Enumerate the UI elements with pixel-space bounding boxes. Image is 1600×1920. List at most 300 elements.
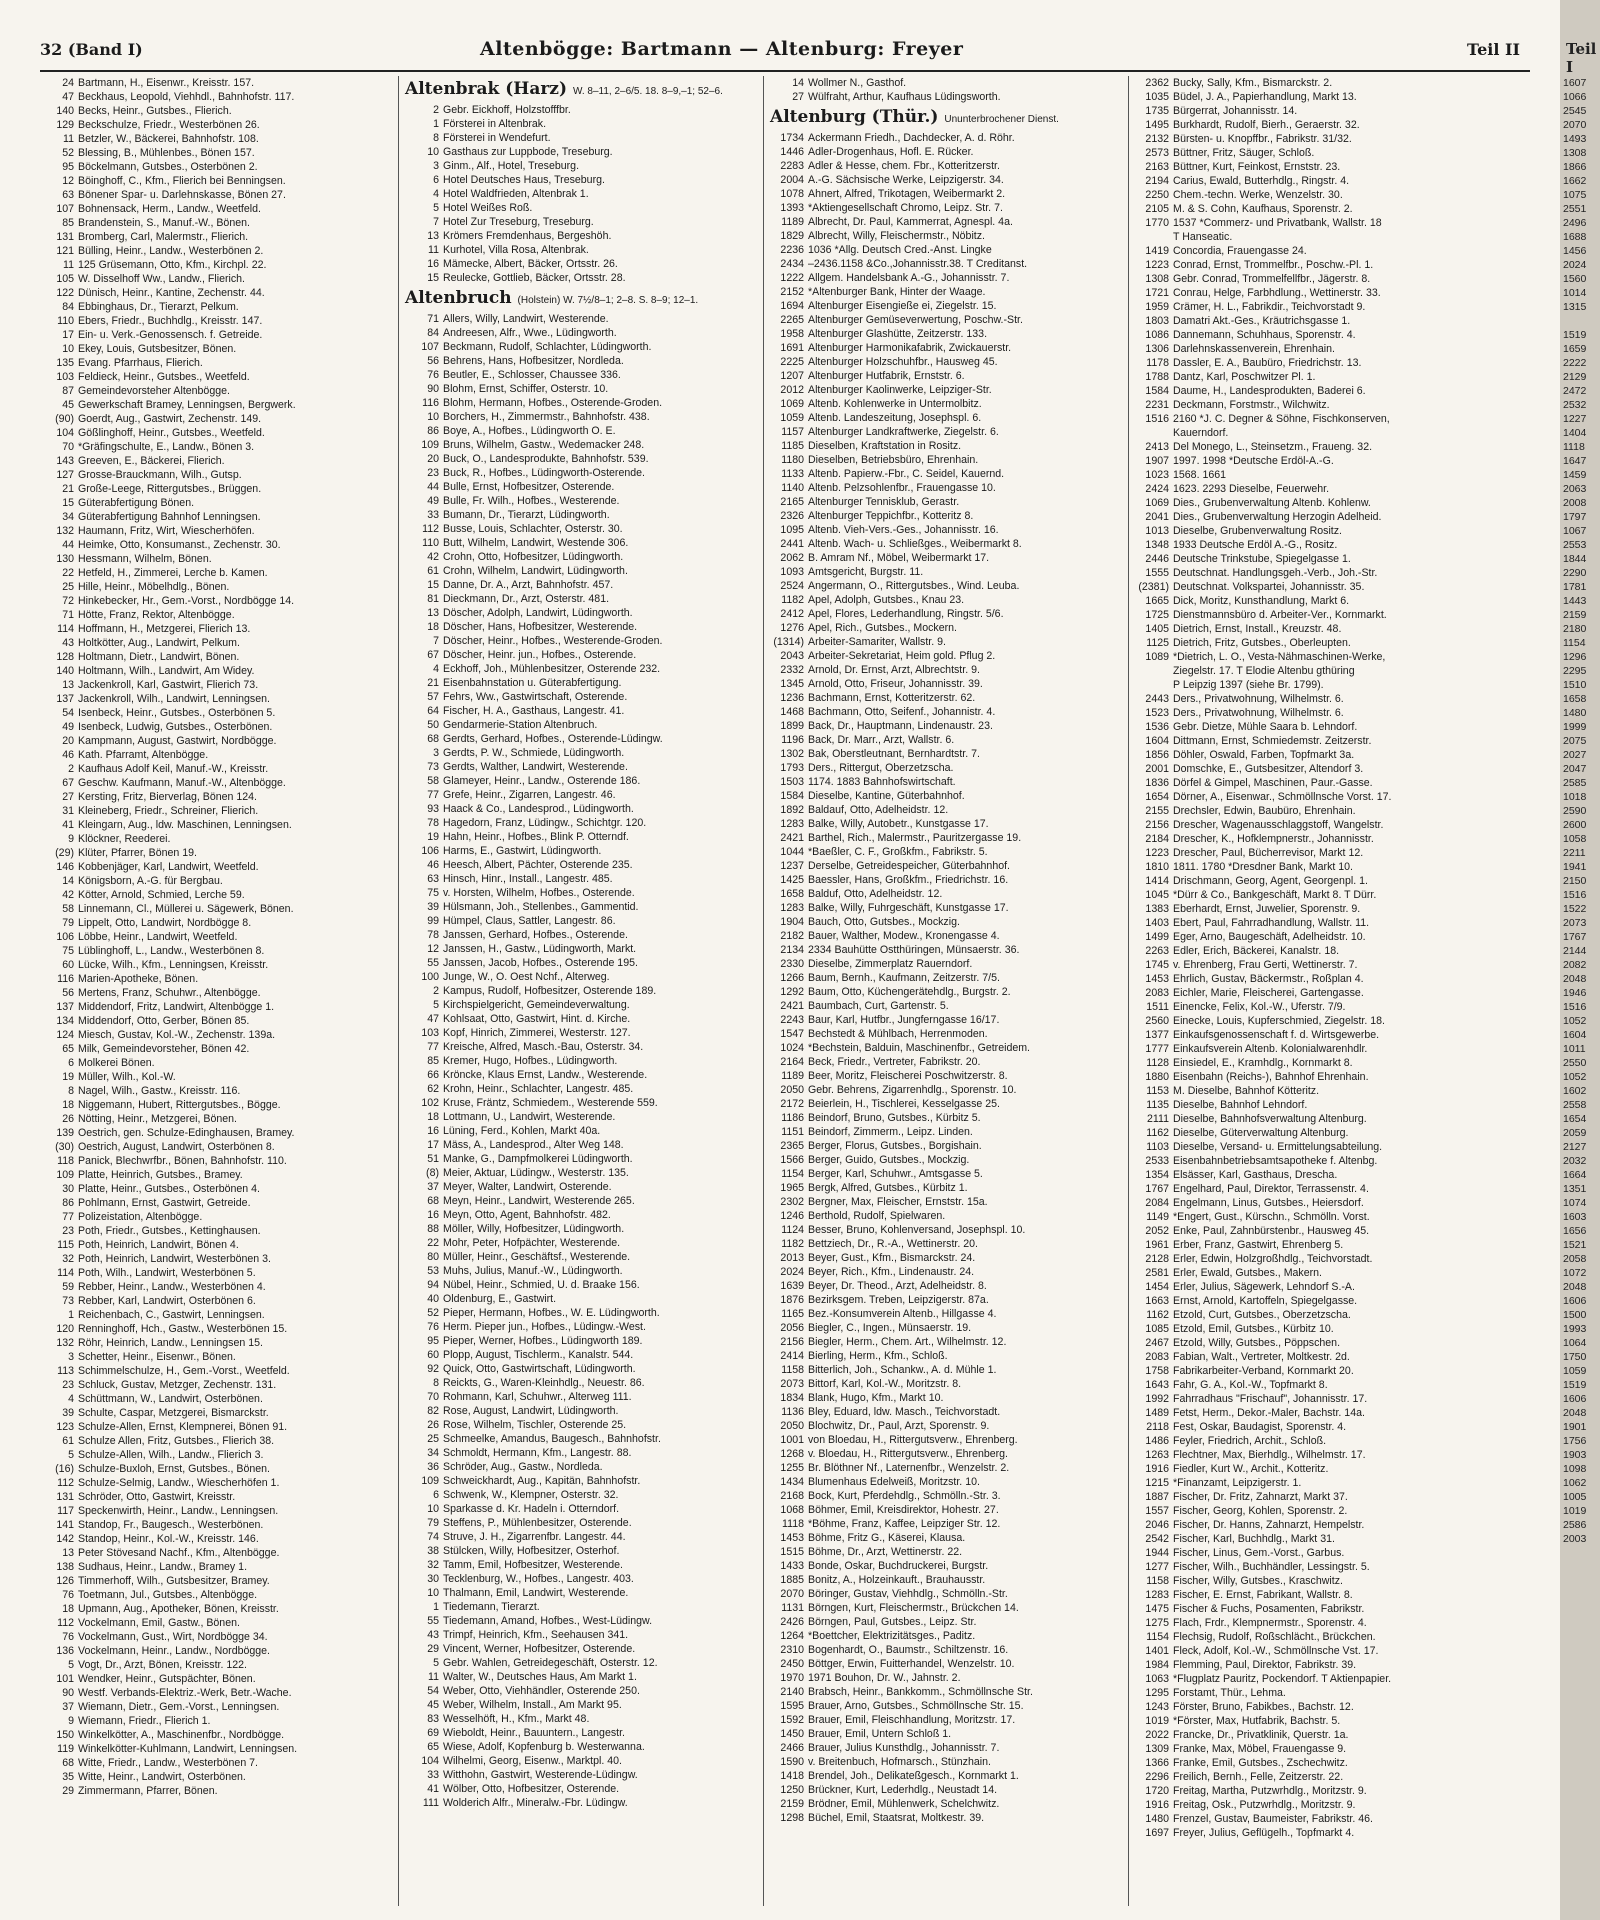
directory-entry — [770, 579, 1110, 593]
directory-entry — [770, 369, 1110, 383]
directory-entry — [40, 230, 380, 244]
entry-text: Böhme, Fritz G., Käserei, Klausa. — [808, 1532, 966, 1544]
phone-number: 1992 — [1145, 1393, 1169, 1405]
entry-text: Dietrich, Ernst, Install., Kreuzstr. 48. — [1173, 623, 1342, 635]
entry-text: v. Bloedau, H., Rittergutsverw., Ehrenberg. — [808, 1448, 1009, 1460]
entry-text: Ahnert, Alfred, Trikotagen, Weibermarkt 2. — [808, 188, 1006, 200]
entry-text: Niggemann, Hubert, Rittergutsbes., Bögge. — [78, 1099, 281, 1111]
entry-text: Beindorf, Bruno, Gutsbes., Kürbitz 5. — [808, 1112, 981, 1124]
directory-entry — [1135, 1224, 1475, 1238]
entry-text: Balke, Willy, Fuhrgeschäft, Kunstgasse 17. — [808, 902, 1009, 914]
entry-text: Deckmann, Forstmstr., Wilchwitz. — [1173, 399, 1330, 411]
entry-text: Stülcken, Willy, Hofbesitzer, Osterhof. — [443, 1545, 620, 1557]
phone-number: 137 — [56, 1001, 74, 1013]
entry-text: 1811. 1780 *Dresdner Bank, Markt 10. — [1173, 861, 1354, 873]
adjacent-phone-number: 1227 — [1563, 413, 1587, 425]
phone-number: 22 — [427, 1237, 439, 1249]
phone-number: 1151 — [781, 1126, 804, 1138]
directory-entry — [405, 1292, 745, 1306]
entry-text: Edler, Erich, Bäckerei, Kanalstr. 18. — [1173, 945, 1340, 957]
phone-number: 1268 — [780, 1448, 804, 1460]
directory-entry — [40, 860, 380, 874]
entry-text: 1537 *Commerz- und Privatbank, Wallstr. 18 — [1173, 217, 1382, 229]
directory-entry — [770, 887, 1110, 901]
phone-number: 11 — [63, 133, 74, 145]
entry-text: Eger, Arno, Baugeschäft, Adelheidstr. 10. — [1173, 931, 1366, 943]
phone-number: 104 — [421, 1755, 439, 1767]
directory-entry — [770, 1055, 1110, 1069]
phone-number: 75 — [427, 887, 439, 899]
directory-entry — [40, 1210, 380, 1224]
directory-entry — [770, 1167, 1110, 1181]
directory-entry — [770, 76, 1110, 90]
phone-number: 2012 — [780, 384, 804, 396]
entry-text: Drescher, Paul, Bücherrevisor, Markt 12. — [1173, 847, 1364, 859]
directory-entry — [405, 970, 745, 984]
entry-text: Wiemann, Dietr., Gem.-Vorst., Lenningsen. — [78, 1701, 280, 1713]
entry-text: *Böhme, Franz, Kaffee, Leipziger Str. 12. — [808, 1518, 1001, 1530]
entry-text: Isenbeck, Ludwig, Gutsbes., Osterbönen. — [78, 721, 273, 733]
phone-number: 1093 — [780, 566, 804, 578]
entry-text: Conrad, Ernst, Trommelfbr., Poschw.-Pl. 1. — [1173, 259, 1374, 271]
adjacent-phone-number: 2082 — [1563, 959, 1587, 971]
directory-entry — [405, 1586, 745, 1600]
entry-text: Arnold, Dr. Ernst, Arzt, Albrechtstr. 9. — [808, 664, 980, 676]
phone-number: 1237 — [780, 860, 804, 872]
phone-number: 2426 — [780, 1616, 804, 1628]
entry-text: Böhme, Dr., Arzt, Wettinerstr. 22. — [808, 1546, 963, 1558]
entry-text: Renninghoff, Hch., Gastw., Westerbönen 15. — [78, 1323, 288, 1335]
directory-entry — [1135, 328, 1475, 342]
phone-number: 1154 — [1146, 1631, 1169, 1643]
phone-number: 1961 — [1145, 1239, 1169, 1251]
phone-number: 25 — [427, 1433, 439, 1445]
phone-number: 45 — [427, 1699, 439, 1711]
phone-number: 1503 — [780, 776, 804, 788]
phone-number: 1131 — [781, 1602, 804, 1614]
directory-entry — [405, 1110, 745, 1124]
adjacent-phone-number: 1560 — [1563, 273, 1587, 285]
directory-entry — [405, 1236, 745, 1250]
phone-number: 64 — [427, 705, 439, 717]
entry-text: Buck, O., Landesprodukte, Bahnhofstr. 539. — [443, 453, 649, 465]
phone-number: 60 — [427, 1349, 439, 1361]
entry-text: Müller, Wilh., Kol.-W. — [78, 1071, 176, 1083]
entry-text: Engelhard, Paul, Direktor, Terrassenstr. 4. — [1173, 1183, 1369, 1195]
phone-number: 14 — [62, 875, 74, 887]
directory-entry — [40, 748, 380, 762]
phone-number: 2467 — [1145, 1337, 1169, 1349]
entry-text: Isenbeck, Heinr., Gutsbes., Osterbönen 5. — [78, 707, 276, 719]
entry-text: Walter, W., Deutsches Haus, Am Markt 1. — [443, 1671, 637, 1683]
adjacent-phone-number: 2545 — [1563, 105, 1587, 117]
phone-number: 6 — [433, 174, 439, 186]
directory-entry — [405, 1740, 745, 1754]
directory-entry — [770, 649, 1110, 663]
entry-text: Baessler, Hans, Großkfm., Friedrichstr. 16. — [808, 874, 1009, 886]
phone-number: 2560 — [1145, 1015, 1169, 1027]
phone-number: 77 — [62, 1211, 74, 1223]
directory-entry — [405, 1404, 745, 1418]
phone-number: 112 — [57, 1477, 74, 1489]
directory-entry — [1135, 160, 1475, 174]
entry-text: Börngen, Paul, Gutsbes., Leipz. Str. — [808, 1616, 977, 1628]
entry-text: Dieselbe, Zimmerplatz Rauerndorf. — [808, 958, 973, 970]
entry-text: Enke, Paul, Zahnbürstenbr., Hausweg 45. — [1173, 1225, 1370, 1237]
phone-number: 1266 — [780, 972, 804, 984]
phone-number: 1189 — [781, 1070, 804, 1082]
entry-text: Böhmer, Emil, Kreisdirektor, Hohestr. 27. — [808, 1504, 999, 1516]
directory-entry — [770, 1307, 1110, 1321]
directory-entry — [1135, 1798, 1475, 1812]
entry-text: Del Monego, L., Steinsetzm., Fraueng. 32. — [1173, 441, 1373, 453]
directory-entry — [1135, 272, 1475, 286]
adjacent-phone-number: 1459 — [1563, 469, 1587, 481]
entry-text: Lüning, Ferd., Kohlen, Markt 40a. — [443, 1125, 601, 1137]
directory-entry — [40, 1084, 380, 1098]
phone-number: 2156 — [1145, 819, 1169, 831]
phone-number: 2263 — [1145, 945, 1169, 957]
directory-entry — [770, 313, 1110, 327]
directory-entry — [1135, 1322, 1475, 1336]
adjacent-phone-number: 1522 — [1563, 903, 1587, 915]
directory-entry — [40, 846, 380, 860]
phone-number: 20 — [427, 453, 439, 465]
phone-number: 1453 — [1145, 973, 1169, 985]
entry-text: Crohn, Otto, Hofbesitzer, Lüdingworth. — [443, 551, 624, 563]
entry-text: Trimpf, Heinrich, Kfm., Seehausen 341. — [443, 1629, 629, 1641]
phone-number: 82 — [427, 1405, 439, 1417]
directory-entry — [770, 327, 1110, 341]
directory-entry — [1135, 664, 1475, 678]
page-header — [40, 38, 1530, 64]
directory-entry — [405, 1124, 745, 1138]
phone-number: 2 — [433, 985, 439, 997]
directory-entry — [40, 454, 380, 468]
entry-text: Albrecht, Willy, Fleischermstr., Nöbitz. — [808, 230, 985, 242]
entry-text: Bromberg, Carl, Malermstr., Flierich. — [78, 231, 249, 243]
running-title: Altenbögge: Bartmann — Altenburg: Freyer — [480, 38, 964, 60]
adjacent-phone-number: 1516 — [1563, 889, 1587, 901]
directory-entry — [770, 201, 1110, 215]
adjacent-phone-number: 1606 — [1563, 1295, 1587, 1307]
phone-number: 87 — [62, 385, 74, 397]
entry-text: Zimmermann, Pfarrer, Bönen. — [78, 1785, 218, 1797]
phone-number: 90 — [62, 1687, 74, 1699]
phone-number: 27 — [792, 91, 804, 103]
directory-entry — [1135, 1714, 1475, 1728]
phone-number: (8) — [426, 1167, 439, 1179]
entry-text: Pohlmann, Ernst, Gastwirt, Getreide. — [78, 1197, 251, 1209]
directory-entry — [405, 1222, 745, 1236]
entry-text: Franke, Max, Möbel, Frauengasse 9. — [1173, 1743, 1347, 1755]
entry-text: Försterei in Altenbrak. — [443, 118, 547, 130]
directory-entry — [40, 1112, 380, 1126]
adjacent-phone-number: 2496 — [1563, 217, 1587, 229]
directory-entry — [1135, 174, 1475, 188]
phone-number: 2533 — [1145, 1155, 1169, 1167]
phone-number: 128 — [56, 651, 74, 663]
directory-entry — [770, 775, 1110, 789]
directory-entry — [1135, 1364, 1475, 1378]
directory-entry — [770, 355, 1110, 369]
directory-entry — [405, 872, 745, 886]
phone-number: 58 — [427, 775, 439, 787]
phone-number: 95 — [427, 1335, 439, 1347]
phone-number: 1243 — [1145, 1701, 1169, 1713]
column-2 — [405, 76, 745, 1810]
directory-entry — [405, 326, 745, 340]
directory-entry — [40, 818, 380, 832]
phone-number: 2172 — [780, 1098, 804, 1110]
phone-number: 1366 — [1145, 1757, 1169, 1769]
directory-entry — [40, 1350, 380, 1364]
adjacent-phone-number: 1062 — [1563, 1477, 1587, 1489]
adjacent-phone-number: 1118 — [1563, 441, 1585, 453]
directory-entry — [405, 914, 745, 928]
phone-number: 135 — [56, 357, 74, 369]
directory-entry — [405, 928, 745, 942]
directory-entry — [770, 1377, 1110, 1391]
entry-text: Bogenhardt, O., Baumstr., Schiltzenstr. 16. — [808, 1644, 1009, 1656]
entry-text: Janssen, H., Gastw., Lüdingworth, Markt. — [443, 943, 637, 955]
directory-entry — [405, 984, 745, 998]
phone-number: 124 — [56, 1029, 74, 1041]
directory-entry — [770, 789, 1110, 803]
directory-entry — [770, 341, 1110, 355]
phone-number: 1887 — [1145, 1491, 1169, 1503]
phone-number: 30 — [62, 1183, 74, 1195]
entry-text: Hahn, Heinr., Hofbes., Blink P. Otterndf. — [443, 831, 629, 843]
directory-entry — [770, 1153, 1110, 1167]
adjacent-phone-number: 1659 — [1563, 343, 1587, 355]
directory-entry — [1135, 1168, 1475, 1182]
directory-entry — [40, 1462, 380, 1476]
directory-entry — [405, 578, 745, 592]
adjacent-phone-number: 1866 — [1563, 161, 1587, 173]
directory-entry — [1135, 510, 1475, 524]
phone-number: 1024 — [780, 1042, 804, 1054]
directory-entry — [40, 1266, 380, 1280]
directory-entry — [770, 1321, 1110, 1335]
entry-text: Vockelmann, Gust., Wirt, Nordbögge 34. — [78, 1631, 268, 1643]
phone-number: 2050 — [780, 1084, 804, 1096]
directory-entry — [405, 257, 745, 271]
phone-number: 1302 — [780, 748, 804, 760]
phone-number: 1770 — [1145, 217, 1169, 229]
entry-text: Gewerkschaft Bramey, Lenningsen, Bergwerk. — [78, 399, 296, 411]
directory-entry — [1135, 300, 1475, 314]
adjacent-phone-number: 1072 — [1563, 1267, 1587, 1279]
phone-number: 2155 — [1145, 805, 1169, 817]
adjacent-phone-number: 2047 — [1563, 763, 1587, 775]
directory-entry — [770, 173, 1110, 187]
phone-number: 23 — [62, 1225, 74, 1237]
phone-number: 92 — [427, 1363, 439, 1375]
phone-number: 22 — [62, 567, 74, 579]
directory-entry — [405, 1768, 745, 1782]
directory-entry — [1135, 1672, 1475, 1686]
phone-number: 117 — [57, 1505, 74, 1517]
phone-number: 2164 — [780, 1056, 804, 1068]
phone-number: 18 — [427, 621, 439, 633]
phone-number: 75 — [62, 945, 74, 957]
directory-entry — [770, 509, 1110, 523]
phone-number: 3 — [68, 1351, 74, 1363]
directory-entry — [405, 452, 745, 466]
phone-number: 1721 — [1145, 287, 1169, 299]
entry-text: Gendarmerie-Station Altenbruch. — [443, 719, 598, 731]
phone-number: 109 — [421, 439, 439, 451]
directory-entry — [770, 593, 1110, 607]
entry-text: Albrecht, Dr. Paul, Kammerrat, Agnespl. 4a. — [808, 216, 1013, 228]
directory-entry — [770, 467, 1110, 481]
phone-number: 93 — [427, 803, 439, 815]
phone-number: 25 — [62, 581, 74, 593]
directory-entry — [1135, 104, 1475, 118]
phone-number: 41 — [62, 819, 74, 831]
entry-text: Schetter, Heinr., Eisenwr., Bönen. — [78, 1351, 236, 1363]
entry-text: Beindorf, Zimmerm., Leipz. Linden. — [808, 1126, 973, 1138]
entry-text: Herm. Pieper jun., Hofbes., Lüdingw.-West. — [443, 1321, 646, 1333]
column-divider — [1128, 76, 1129, 1906]
directory-entry — [405, 788, 745, 802]
entry-text: Reichenbach, C., Gastwirt, Lenningsen. — [78, 1309, 265, 1321]
entry-text: Dörfel & Gimpel, Maschinen, Paur.-Gasse. — [1173, 777, 1373, 789]
adjacent-phone-number: 1075 — [1563, 189, 1587, 201]
adjacent-phone-number: 1521 — [1563, 1239, 1587, 1251]
directory-entry — [770, 537, 1110, 551]
phone-number: 1697 — [1145, 1827, 1169, 1839]
entry-text: Upmann, Aug., Apotheker, Bönen, Kreisstr. — [78, 1603, 279, 1615]
phone-number: 1275 — [1145, 1617, 1169, 1629]
phone-number: 141 — [56, 1519, 74, 1531]
directory-entry — [405, 830, 745, 844]
directory-entry — [40, 1056, 380, 1070]
entry-text: Vockelmann, Heinr., Landw., Nordbögge. — [78, 1645, 270, 1657]
phone-number: 1207 — [780, 370, 804, 382]
directory-entry — [1135, 874, 1475, 888]
entry-text: Altenb. Pelzsohlenfbr., Frauengasse 10. — [808, 482, 996, 494]
directory-entry — [405, 1796, 745, 1810]
phone-number: 1215 — [1145, 1477, 1169, 1489]
phone-number: 2046 — [1145, 1519, 1169, 1531]
entry-text: Feyler, Friedrich, Archit., Schloß. — [1173, 1435, 1327, 1447]
entry-text: Beyer, Rich., Kfm., Lindenaustr. 24. — [808, 1266, 975, 1278]
entry-text: Hötte, Franz, Rektor, Altenbögge. — [78, 609, 235, 621]
entry-text: Königsborn, A.-G. für Bergbau. — [78, 875, 223, 887]
entry-text: Crämer, H. L., Fabrikdir., Teichvorstadt 9. — [1173, 301, 1366, 313]
entry-text: Drescher, Wagenausschlaggstoff, Wangelstr. — [1173, 819, 1384, 831]
adjacent-phone-number: 2290 — [1563, 567, 1587, 579]
phone-number: 1595 — [780, 1700, 804, 1712]
phone-number: 56 — [62, 987, 74, 999]
phone-number: 53 — [427, 1265, 439, 1277]
directory-entry — [405, 159, 745, 173]
directory-entry — [40, 972, 380, 986]
directory-entry — [40, 692, 380, 706]
entry-text: Etzold, Willy, Gutsbes., Pöppschen. — [1173, 1337, 1341, 1349]
phone-number: 3 — [433, 747, 439, 759]
adjacent-phone-number: 1443 — [1563, 595, 1587, 607]
directory-entry — [1135, 1476, 1475, 1490]
entry-text: Weber, Otto, Viehhändler, Osterende 250. — [443, 1685, 640, 1697]
entry-text: Kleineberg, Friedr., Schreiner, Flierich. — [78, 805, 259, 817]
phone-number: 3 — [433, 160, 439, 172]
phone-number: 2365 — [780, 1140, 804, 1152]
phone-number: 1 — [433, 1601, 439, 1613]
phone-number: 1069 — [780, 398, 804, 410]
entry-text: Bönener Spar- u. Darlehnskasse, Bönen 27. — [78, 189, 286, 201]
phone-number: 2 — [68, 763, 74, 775]
directory-entry — [770, 1727, 1110, 1741]
phone-number: 1236 — [780, 692, 804, 704]
directory-entry — [40, 1252, 380, 1266]
phone-number: 2283 — [780, 160, 804, 172]
directory-entry — [405, 1572, 745, 1586]
entry-text: Dantz, Karl, Poschwitzer Pl. 1. — [1173, 371, 1316, 383]
entry-text: Engelmann, Linus, Gutsbes., Heiersdorf. — [1173, 1197, 1364, 1209]
directory-entry — [40, 608, 380, 622]
directory-entry — [40, 1490, 380, 1504]
directory-entry — [405, 900, 745, 914]
entry-text: Altenburger Glashütte, Zeitzerstr. 133. — [808, 328, 988, 340]
phone-number: 42 — [62, 889, 74, 901]
directory-entry — [40, 370, 380, 384]
phone-number: 32 — [427, 1559, 439, 1571]
entry-text: Hotel Zur Treseburg, Treseburg. — [443, 216, 594, 228]
phone-number: 1078 — [780, 188, 804, 200]
directory-entry — [405, 564, 745, 578]
directory-entry — [770, 1391, 1110, 1405]
directory-entry — [1135, 1336, 1475, 1350]
entry-text: Vockelmann, Emil, Gastw., Bönen. — [78, 1617, 240, 1629]
entry-text: Schmeelke, Amandus, Baugesch., Bahnhofstr. — [443, 1433, 661, 1445]
entry-text: Bittorf, Karl, Kol.-W., Moritzstr. 8. — [808, 1378, 962, 1390]
directory-entry — [40, 720, 380, 734]
phone-number: 2231 — [1145, 399, 1169, 411]
entry-text: Blank, Hugo, Kfm., Markt 10. — [808, 1392, 944, 1404]
directory-entry — [1135, 790, 1475, 804]
entry-text: Francke, Dr., Privatklinik, Querstr. 1a. — [1173, 1729, 1349, 1741]
entry-text: Bechstedt & Mühlbach, Herrenmoden. — [808, 1028, 988, 1040]
phone-number: 1916 — [1145, 1463, 1169, 1475]
phone-number: 1885 — [780, 1574, 804, 1586]
phone-number: 11 — [63, 259, 74, 271]
office-hours: (Holstein) W. 7½/8–1; 2–8. S. 8–9; 12–1. — [517, 295, 699, 306]
entry-text: Goerdt, Aug., Gastwirt, Zechenstr. 149. — [78, 413, 262, 425]
phone-number: 2134 — [780, 944, 804, 956]
phone-number: 2 — [433, 104, 439, 116]
entry-text: Allers, Willy, Landwirt, Westerende. — [443, 313, 609, 325]
entry-text: Standop, Fr., Baugesch., Westerbönen. — [78, 1519, 264, 1531]
phone-number: 58 — [62, 903, 74, 915]
directory-entry — [405, 1530, 745, 1544]
adjacent-phone-number: 1066 — [1563, 91, 1587, 103]
entry-text: Berger, Karl, Schuhwr., Amtsgasse 5. — [808, 1168, 983, 1180]
entry-text: Lücke, Wilh., Kfm., Lenningsen, Kreisstr. — [78, 959, 269, 971]
entry-text: Bohnensack, Herm., Landw., Weetfeld. — [78, 203, 261, 215]
phone-number: 61 — [62, 1435, 74, 1447]
entry-text: Döhler, Oswald, Farben, Topfmarkt 3a. — [1173, 749, 1355, 761]
directory-entry — [770, 1195, 1110, 1209]
directory-entry — [40, 510, 380, 524]
directory-entry — [1135, 1826, 1475, 1840]
phone-number: (16) — [55, 1463, 74, 1475]
phone-number: 1283 — [780, 818, 804, 830]
adjacent-phone-number: 2008 — [1563, 497, 1587, 509]
phone-number: (90) — [55, 413, 74, 425]
